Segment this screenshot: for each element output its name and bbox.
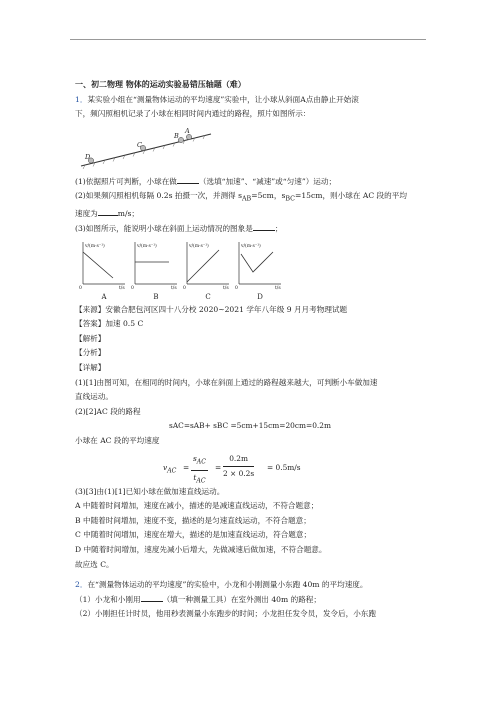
graph-a-origin: 0 xyxy=(79,285,82,291)
section-title: 一、初二物理 物体的运动实验易错压轴题（难） xyxy=(75,80,246,89)
xiangjie-label: 【详解】 xyxy=(75,363,106,373)
conclusion: 故应选 C。 xyxy=(75,559,114,569)
frac2-num: 0.2m xyxy=(223,452,254,468)
answer-blank-3 xyxy=(253,222,275,231)
q1-sub2-line1 xyxy=(75,189,425,207)
q1-sub1-text-b: （选填“加速”、“减速”或“匀速”）运动； xyxy=(198,176,337,186)
graph-d-ylabel: v/(m·s⁻¹) xyxy=(241,243,261,249)
q1-stem-line2: 下，频闪照相机记录了小球在相同时间内通过的路程，照片如图所示： xyxy=(75,109,311,119)
fenxi-label: 【分析】 xyxy=(75,348,106,358)
graph-a-letter: A xyxy=(101,292,107,301)
frac2-den: 2 × 0.2s xyxy=(223,469,255,479)
graph-c-origin: 0 xyxy=(183,285,186,291)
velocity-result: = 0.5m/s xyxy=(267,462,301,472)
sub-ab: AB xyxy=(241,195,252,203)
label-d: D xyxy=(85,152,91,161)
q1-sub2-text-e: =15cm，则小球在 AC 段的平均 xyxy=(294,191,407,201)
q2-sub1 xyxy=(75,593,425,608)
option-b-explain: B 中随着时间增加，速度不变，描述的是匀速直线运动，不符合题意； xyxy=(75,515,311,525)
frac1-den: t xyxy=(193,472,197,482)
path-formula: sAC=sAB+ sBC =5cm+15cm=20cm=0.2m xyxy=(169,421,331,431)
answer-line: 【答案】加速 0.5 C xyxy=(75,319,144,329)
graph-a-ylabel: v/(m·s⁻¹) xyxy=(85,243,105,249)
velocity-symbol xyxy=(163,461,176,479)
graph-d-origin: 0 xyxy=(235,285,238,291)
sub-bc: BC xyxy=(285,195,295,203)
graph-d xyxy=(235,238,285,302)
q2-sub2: （2）小刚担任计时员，他用秒表测量小东跑步的时间；小龙担任发令员，发令后，小东跑 xyxy=(75,609,376,619)
graph-b-xlabel: t/s xyxy=(171,285,177,291)
vt-graphs xyxy=(75,238,425,302)
detail-1b: 直线运动。 xyxy=(75,392,113,402)
q2-number: 2． xyxy=(75,580,88,590)
graph-b-letter: B xyxy=(153,292,159,301)
frac1-num-sub: AC xyxy=(196,458,206,466)
q1-sub2-line2 xyxy=(75,207,425,222)
incline-figure xyxy=(75,124,425,172)
v-symbol: v xyxy=(163,462,168,472)
option-d-explain: D 中随着时间增加，速度先减小后增大，先做减速后做加速，不符合题意。 xyxy=(75,544,327,554)
graph-a-xlabel: t/s xyxy=(119,285,125,291)
fraction-numeric xyxy=(223,452,254,482)
detail-2b: 小球在 AC 段的平均速度 xyxy=(75,436,160,446)
q2-sub1-text-a: （1）小龙和小刚用 xyxy=(75,594,141,604)
v-subscript: AC xyxy=(167,467,177,475)
q1-number: 1． xyxy=(75,94,88,104)
label-c: C xyxy=(137,140,142,149)
q1-sub3-text-b: ； xyxy=(274,224,283,234)
q1-sub3 xyxy=(75,222,425,237)
graph-d-xlabel: t/s xyxy=(275,285,281,291)
q2-stem-text: 在“测量物体运动的平均速度”的实验中，小龙和小刚测量小东跑 40m 的平均速度。 xyxy=(87,580,368,590)
detail-3a: (3)[3]由(1)[1]已知小球在做加速直线运动。 xyxy=(75,486,225,496)
graph-b xyxy=(131,238,181,302)
header-rule xyxy=(70,39,426,40)
q1-sub1 xyxy=(75,175,425,190)
q2-stem xyxy=(75,578,425,593)
answer-blank-1 xyxy=(177,175,199,184)
label-a: A xyxy=(185,126,190,135)
detail-1a: (1)[1]由图可知，在相同的时间内，小球在斜面上通过的路程越来越大，可判断小车做加速 xyxy=(75,377,378,387)
q1-sub2-text-f: 速度为 xyxy=(75,209,98,219)
answer-blank-2 xyxy=(98,207,118,216)
graph-a xyxy=(79,238,129,302)
q1-sub1-text-a: (1)依据照片可判断，小球在做 xyxy=(75,176,177,186)
q1-stem-line1 xyxy=(75,93,425,108)
graph-c xyxy=(183,238,233,302)
jiexi-label: 【解析】 xyxy=(75,333,106,343)
fraction-symbolic xyxy=(191,452,208,489)
graph-d-letter: D xyxy=(257,292,263,301)
q1-stem-text1: 某实验小组在“测量物体运动的平均速度”实验中，让小球从斜面A点由静止开始滚 xyxy=(87,94,359,104)
q1-sub2-text-a: (2)如果频闪照相机每隔 0.2s 拍摄一次，并测得 s xyxy=(75,191,242,201)
q2-sub1-text-b: （填一种测量工具）在室外测出 40m 的路程； xyxy=(162,594,321,604)
frac1-num: s xyxy=(193,453,197,463)
answer-blank-q2 xyxy=(141,593,163,602)
ball-b xyxy=(178,137,183,142)
graph-c-letter: C xyxy=(205,292,211,301)
label-b: B xyxy=(174,131,179,140)
frac1-den-sub: AC xyxy=(196,477,206,485)
equals-1: = xyxy=(183,462,190,472)
equals-2: = xyxy=(215,462,222,472)
graph-c-xlabel: t/s xyxy=(223,285,229,291)
graph-c-ylabel: v/(m·s⁻¹) xyxy=(189,243,209,249)
option-c-explain: C 中随着时间增加，速度在增大，描述的是加速直线运动，符合题意； xyxy=(75,530,312,540)
option-a-explain: A 中随着时间增加，速度在减小，描述的是减速直线运动，不符合题意； xyxy=(75,501,319,511)
incline-diagram xyxy=(75,124,215,172)
q1-sub2-text-c: =5cm，s xyxy=(251,191,286,201)
q1-sub3-text-a: (3)如图所示，能说明小球在斜面上运动情况的图象是 xyxy=(75,224,253,234)
detail-2a: (2)[2]AC 段的路程 xyxy=(75,406,141,416)
graph-b-origin: 0 xyxy=(131,285,134,291)
q1-sub2-text-g: m/s； xyxy=(117,209,140,219)
source-line: 【来源】安徽合肥包河区四十八分校 2020~2021 学年八年级 9 月月考物理试题 xyxy=(75,304,348,314)
velocity-formula xyxy=(163,449,303,485)
graph-b-ylabel: v/(m·s⁻¹) xyxy=(137,243,157,249)
document-body xyxy=(75,78,425,622)
